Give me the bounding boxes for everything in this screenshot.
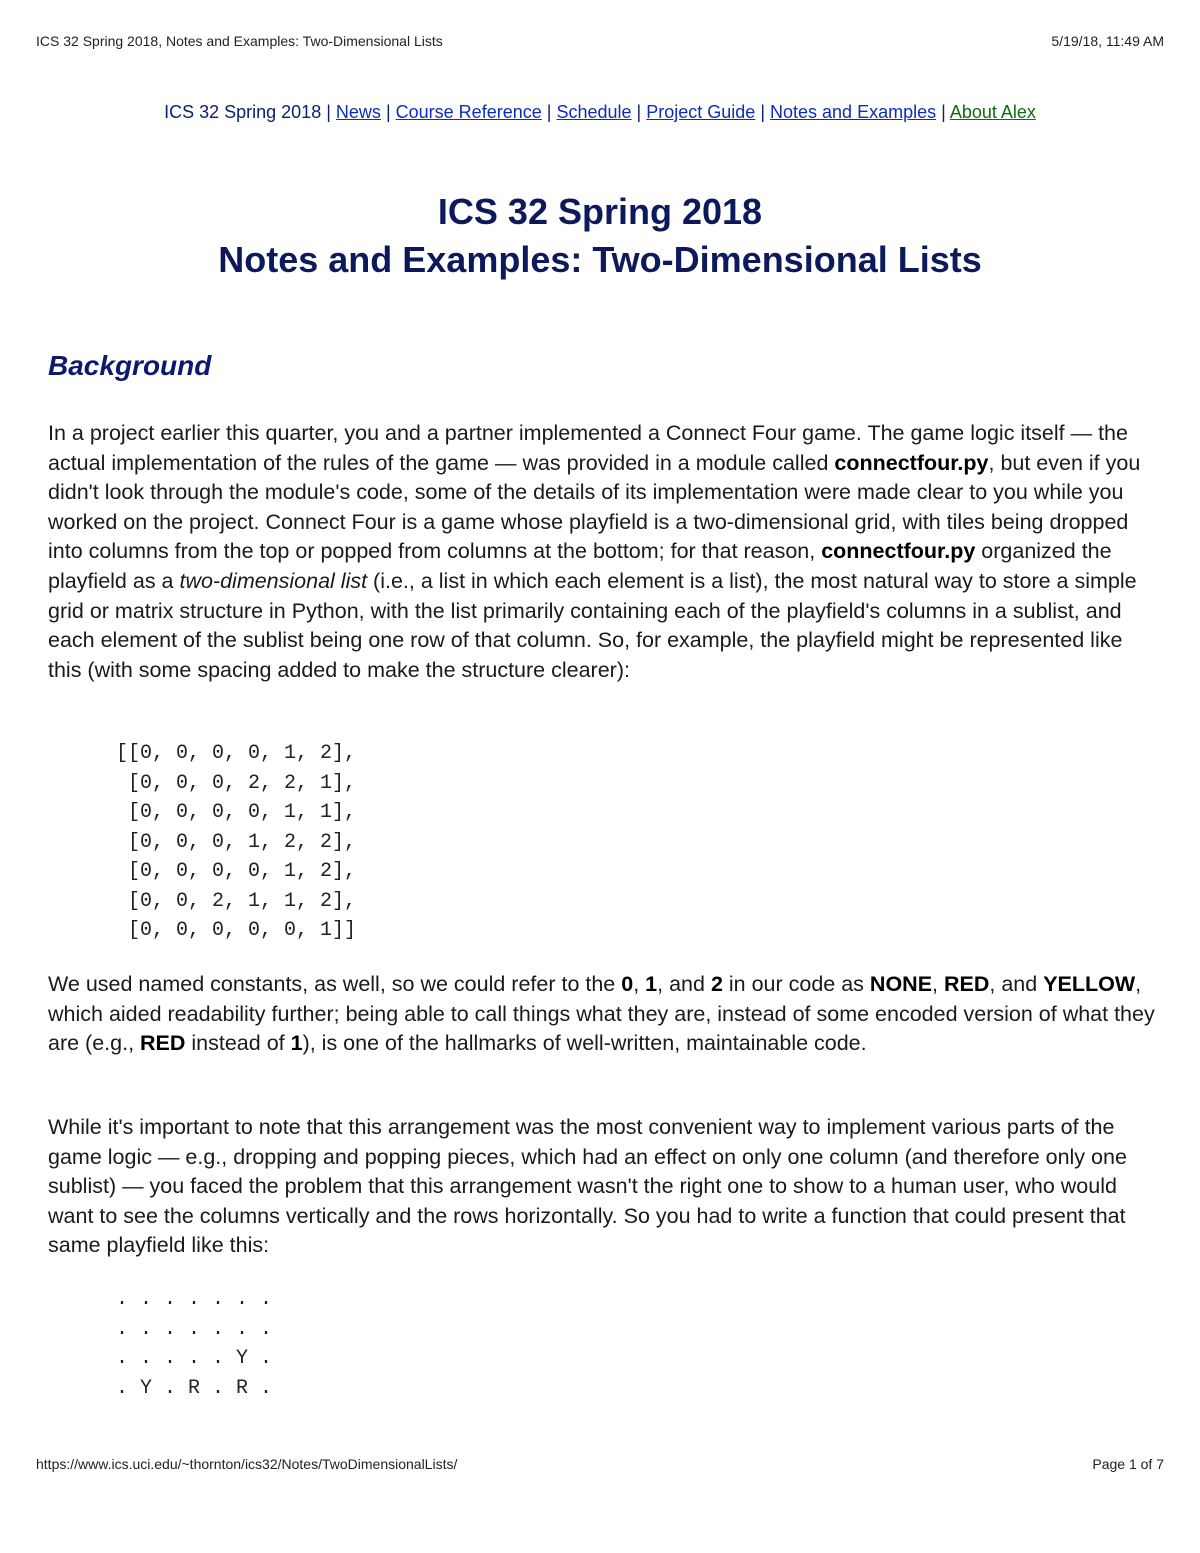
site-navigation	[0, 102, 1200, 123]
text: instead of	[185, 1031, 291, 1056]
constant-name: RED	[944, 972, 990, 996]
nav-link-notes-and-examples[interactable]: Notes and Examples	[770, 102, 937, 122]
print-header-title: ICS 32 Spring 2018, Notes and Examples: Two-Dimensional Lists	[36, 33, 443, 49]
page-title-line-2: Notes and Examples: Two-Dimensional Lists	[218, 239, 982, 280]
text: ), is one of the hallmarks of well-written, maintainable code.	[302, 1031, 867, 1056]
text: (i.e., a list in which each element is a list), the most natural way to store a simple grid or matrix structure in Python, with the list primarily containing each of the playfield's columns in a sublist, and each element of the sublist being one row of that column. So, for example, the playfield might be represented like this (with some spacing added to make the structure clearer):	[48, 568, 1137, 682]
nav-separator: |	[636, 102, 642, 122]
print-footer-page-number: Page 1 of 7	[1092, 1456, 1164, 1472]
nav-link-about-alex[interactable]: About Alex	[949, 102, 1036, 122]
nav-link-schedule[interactable]: Schedule	[556, 102, 632, 122]
print-footer	[36, 1456, 1164, 1476]
code-block-list-representation: [[0, 0, 0, 0, 1, 2], [0, 0, 0, 2, 2, 1], [0, 0, 0, 0, 1, 1], [0, 0, 0, 1, 2, 2], [0, 0, 0, 0, 1, 2], [0, 0, 2, 1, 1, 2], [0, 0, 0, 0, 0, 1]]	[116, 742, 357, 942]
constant-name: RED	[140, 1031, 186, 1056]
nav-link-project-guide[interactable]: Project Guide	[646, 102, 756, 122]
text: , which aided readability further; being able to call things what they are, instead of some encoded version of what they are (e.g.,	[48, 972, 1155, 1056]
constant-value: 0	[621, 972, 634, 996]
text: In a project earlier this quarter, you and a partner implemented a Connect Four game. The game logic itself — the actual implementation of the rules of the game — was provided in a module called	[48, 421, 1128, 475]
emphasis-term: two-dimensional list	[179, 568, 368, 593]
paragraph-intro	[48, 419, 1158, 685]
text: , and	[657, 972, 711, 996]
nav-course-name: ICS 32 Spring 2018	[164, 102, 322, 122]
page-title	[0, 188, 1200, 284]
page-title-line-1: ICS 32 Spring 2018	[437, 191, 763, 232]
nav-separator: |	[760, 102, 765, 122]
print-footer-url: https://www.ics.uci.edu/~thornton/ics32/Notes/TwoDimensionalLists/	[36, 1456, 458, 1472]
nav-separator: |	[941, 102, 946, 122]
text: organized the playfield as a	[48, 539, 1112, 593]
code-block-playfield-display: . . . . . . . . . . . . . . . . . . . Y . . Y . R . R .	[116, 1288, 273, 1400]
text: , and	[989, 972, 1044, 996]
text: ,	[633, 972, 646, 996]
text: ,	[932, 972, 944, 996]
module-name: connectfour.py	[821, 539, 976, 564]
module-name: connectfour.py	[834, 450, 989, 475]
constant-value: 1	[290, 1031, 303, 1056]
constant-value: 2	[710, 972, 723, 996]
nav-link-news[interactable]: News	[335, 102, 381, 122]
section-heading-background: Background	[48, 350, 212, 381]
constant-name: YELLOW	[1043, 972, 1136, 996]
text: in our code as	[722, 972, 870, 996]
nav-separator: |	[326, 102, 331, 122]
nav-separator: |	[385, 102, 391, 122]
constant-value: 1	[645, 972, 658, 996]
paragraph-presentation: While it's important to note that this arrangement was the most convenient way to implement various parts of the game logic — e.g., dropping and popping pieces, which had an effect on only one column (and therefore only one sublist) — you faced the problem that this arrangement wasn't the right one to show to a human user, who would want to see the columns vertically and the rows horizontally. So you had to write a function that could present that same playfield like this:	[48, 1115, 1127, 1258]
print-header	[36, 33, 1164, 53]
print-header-timestamp: 5/19/18, 11:49 AM	[1051, 33, 1164, 49]
constant-name: NONE	[869, 972, 933, 996]
paragraph-named-constants	[48, 970, 1158, 1059]
nav-separator: |	[546, 102, 552, 122]
nav-link-course-reference[interactable]: Course Reference	[395, 102, 542, 122]
text: We used named constants, as well, so we could refer to the	[48, 972, 622, 996]
text: , but even if you didn't look through the module's code, some of the details of its implementation were made clear to you while you worked on the project. Connect Four is a game whose playfield is a two-dimensional grid, with tiles being dropped into columns from the top or popped from columns at the bottom; for that reason,	[48, 450, 1141, 564]
